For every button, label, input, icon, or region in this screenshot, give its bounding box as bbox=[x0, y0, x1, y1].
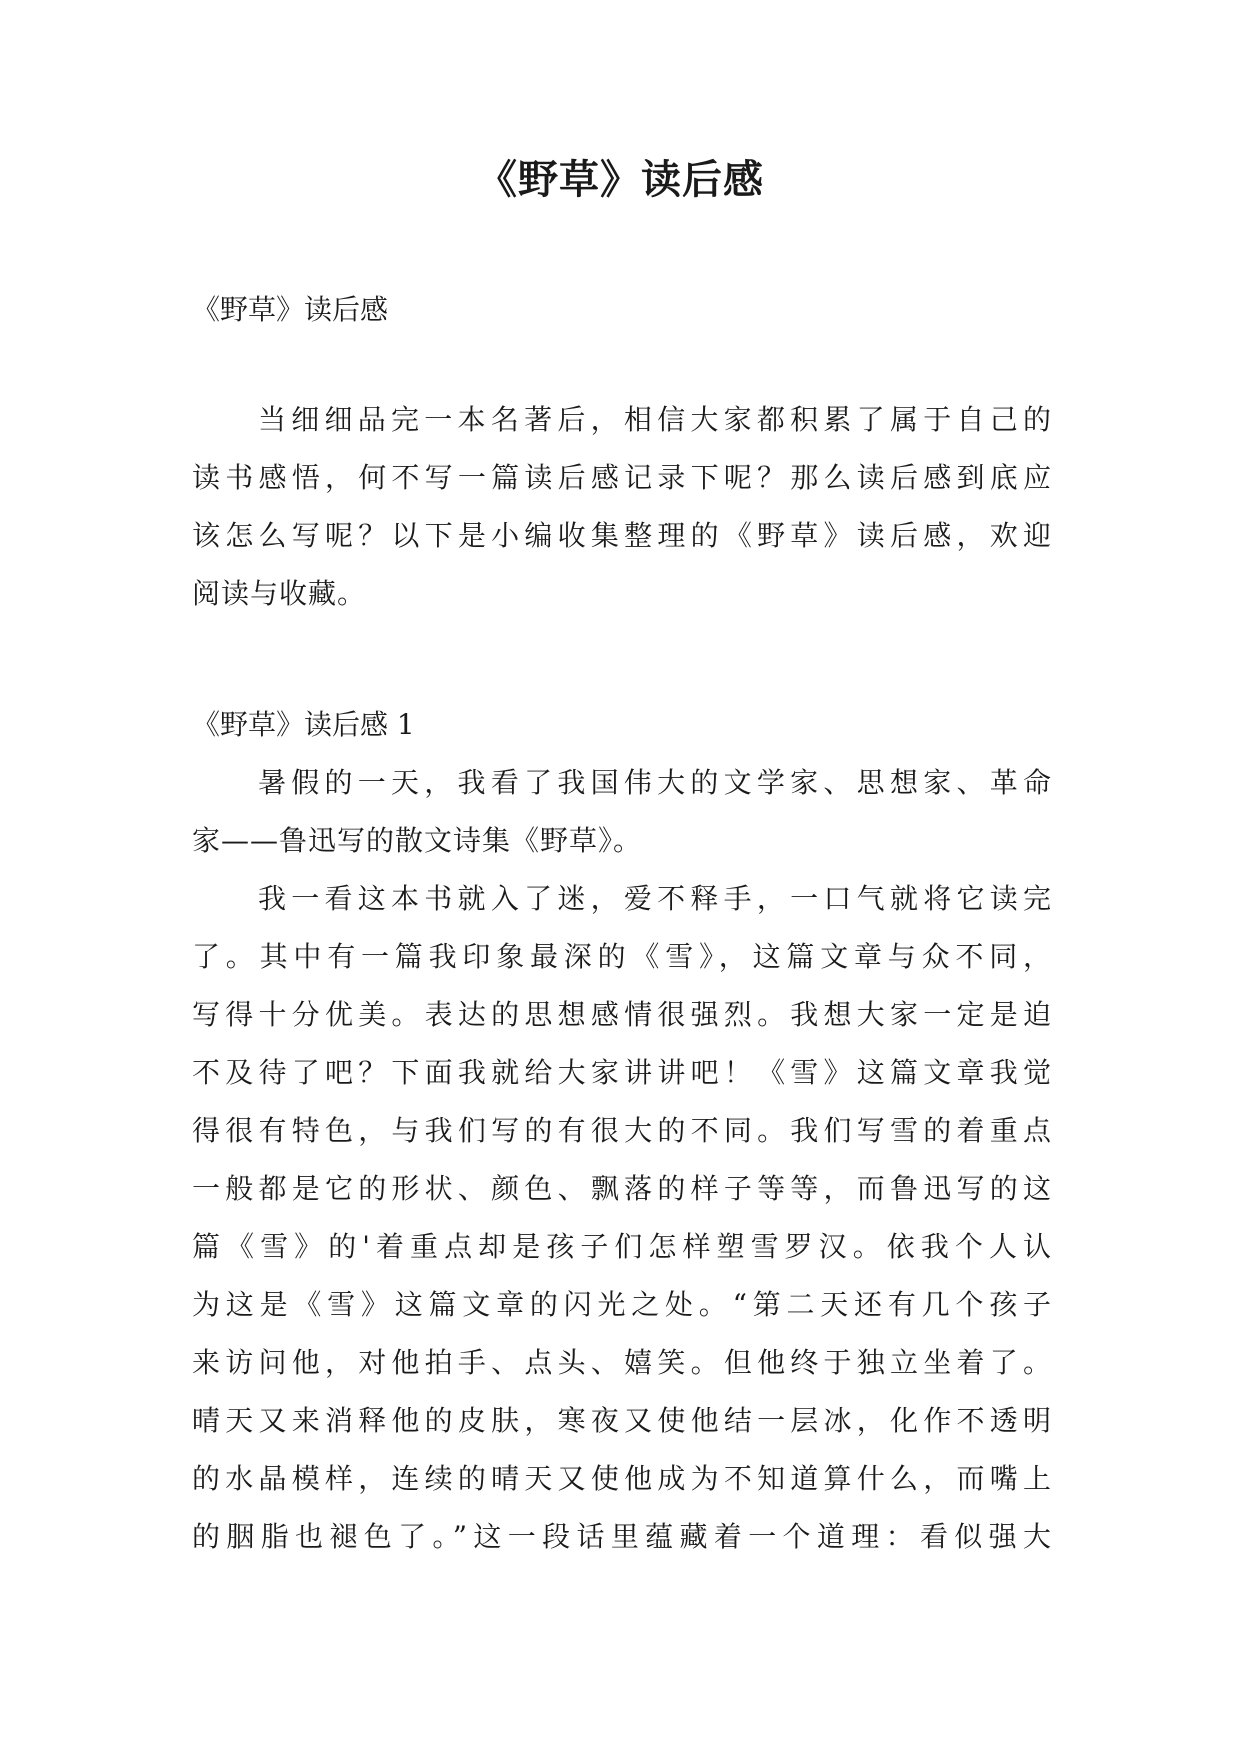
body-line: 晴天又来消释他的皮肤，寒夜又使他结一层冰，化作不透明 bbox=[192, 1404, 1052, 1437]
body-line: 篇《雪》的'着重点却是孩子们怎样塑雪罗汉。依我个人认 bbox=[192, 1230, 1052, 1263]
body-line: 了。其中有一篇我印象最深的《雪》，这篇文章与众不同， bbox=[192, 940, 1052, 973]
body-line: 为这是《雪》这篇文章的闪光之处。“第二天还有几个孩子 bbox=[192, 1288, 1052, 1321]
body-line: 的胭脂也褪色了。”这一段话里蕴藏着一个道理：看似强大 bbox=[192, 1520, 1052, 1553]
body-line: 家——鲁迅写的散文诗集《野草》。 bbox=[192, 824, 643, 857]
body-line: 暑假的一天，我看了我国伟大的文学家、思想家、革命 bbox=[258, 766, 1052, 799]
body-line: 的水晶模样，连续的晴天又使他成为不知道算什么，而嘴上 bbox=[192, 1462, 1052, 1495]
section-heading: 《野草》读后感 1 bbox=[192, 708, 415, 741]
body-line: 写得十分优美。表达的思想感情很强烈。我想大家一定是迫 bbox=[192, 998, 1052, 1031]
body-line: 我一看这本书就入了迷，爱不释手，一口气就将它读完 bbox=[258, 882, 1052, 915]
document-subtitle: 《野草》读后感 bbox=[192, 293, 389, 326]
intro-line: 读书感悟，何不写一篇读后感记录下呢？那么读后感到底应 bbox=[192, 461, 1052, 494]
document-title: 《野草》读后感 bbox=[477, 157, 764, 203]
body-line: 得很有特色，与我们写的有很大的不同。我们写雪的着重点 bbox=[192, 1114, 1052, 1147]
body-line: 来访问他，对他拍手、点头、嬉笑。但他终于独立坐着了。 bbox=[192, 1346, 1052, 1379]
body-line: 一般都是它的形状、颜色、飘落的样子等等，而鲁迅写的这 bbox=[192, 1172, 1052, 1205]
body-line: 不及待了吧？下面我就给大家讲讲吧！《雪》这篇文章我觉 bbox=[192, 1056, 1052, 1089]
intro-line: 阅读与收藏。 bbox=[192, 577, 367, 610]
intro-line: 当细细品完一本名著后，相信大家都积累了属于自己的 bbox=[258, 403, 1052, 436]
intro-line: 该怎么写呢？以下是小编收集整理的《野草》读后感，欢迎 bbox=[192, 519, 1052, 552]
